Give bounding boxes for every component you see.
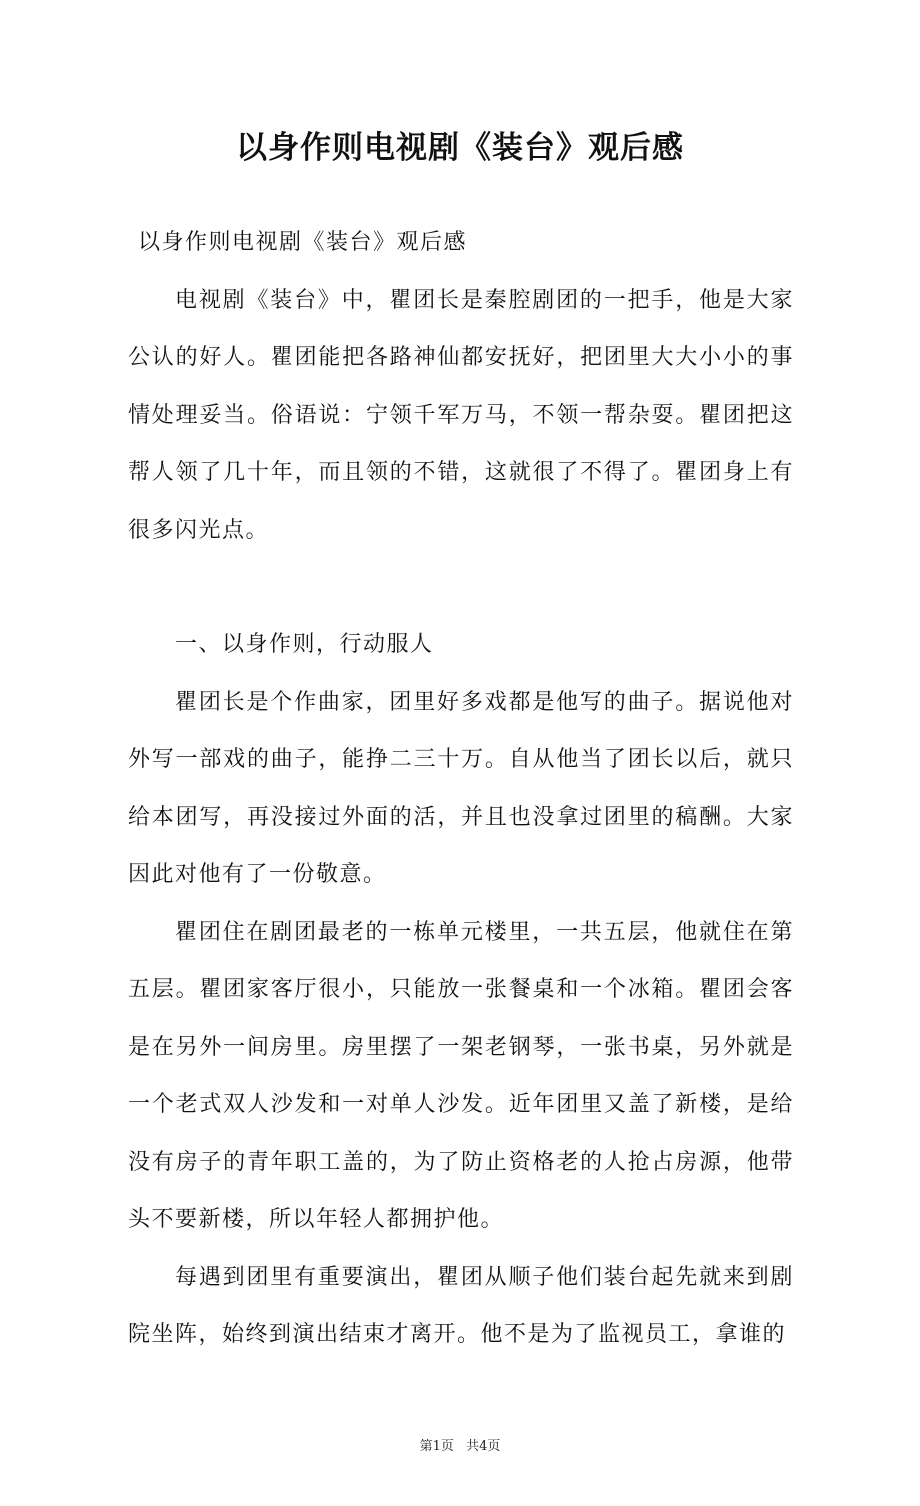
document-body — [128, 214, 794, 1364]
page-number: 第1页 — [419, 1439, 454, 1454]
paragraph-gap — [128, 559, 794, 616]
page-footer — [0, 1438, 920, 1456]
page-total: 共4页 — [466, 1439, 501, 1454]
section-heading: 一、以身作则，行动服人 — [175, 632, 434, 657]
paragraph-performance: 每遇到团里有重要演出，瞿团从顺子他们装台起先就来到剧院坐阵，始终到演出结束才离开。他不是为了监视员工，拿谁的 — [128, 1264, 794, 1347]
paragraph-composer: 瞿团长是个作曲家，团里好多戏都是他写的曲子。据说他对外写一部戏的曲子，能挣二三十万。自从他当了团长以后，就只给本团写，再没接过外面的活，并且也没拿过团里的稿酬。大家因此对他有了一份敬意。 — [128, 689, 794, 887]
document-title: 以身作则电视剧《装台》观后感 — [236, 130, 684, 166]
document-subtitle: 以身作则电视剧《装台》观后感 — [138, 230, 468, 255]
paragraph-housing: 瞿团住在剧团最老的一栋单元楼里，一共五层，他就住在第五层。瞿团家客厅很小，只能放一张餐桌和一个冰箱。瞿团会客是在另外一间房里。房里摆了一架老钢琴，一张书桌，另外就是一个老式双人沙发和一对单人沙发。近年团里又盖了新楼，是给没有房子的青年职工盖的，为了防止资格老的人抢占房源，他带头不要新楼，所以年轻人都拥护他。 — [128, 919, 794, 1232]
paragraph-intro: 电视剧《装台》中，瞿团长是秦腔剧团的一把手，他是大家公认的好人。瞿团能把各路神仙都安抚好，把团里大大小小的事情处理妥当。俗语说：宁领千军万马，不领一帮杂耍。瞿团把这帮人领了几十年，而且领的不错，这就很了不得了。瞿团身上有很多闪光点。 — [128, 287, 794, 543]
